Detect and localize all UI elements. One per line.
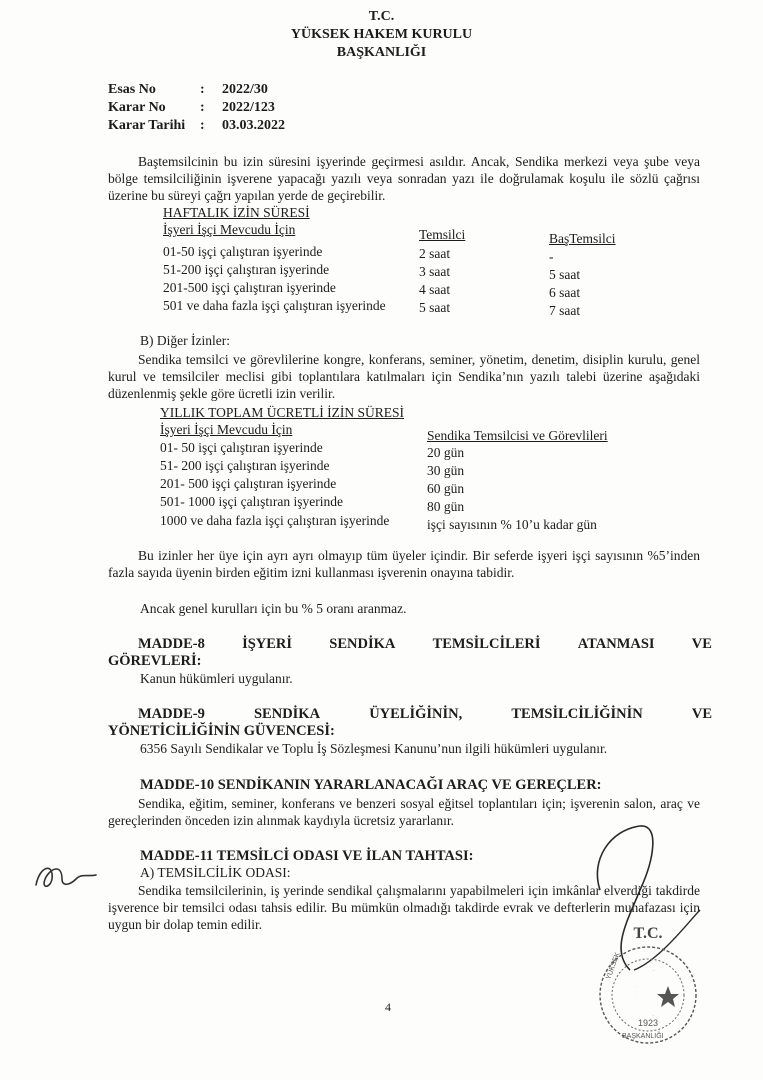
svg-text:T.C.: T.C.	[633, 925, 663, 942]
other-leave-heading: B) Diğer İzinler:	[140, 333, 230, 348]
colon: :	[200, 118, 205, 133]
weekly-title: HAFTALIK İZİN SÜRESİ	[163, 205, 310, 220]
madde8-word: MADDE-8	[138, 636, 205, 652]
madde8-word: ATANMASI	[577, 636, 655, 652]
yearly-row-5-value: işçi sayısının % 10’u kadar gün	[427, 517, 597, 532]
madde11-title: MADDE-11 TEMSİLCİ ODASI VE İLAN TAHTASI:	[140, 848, 474, 864]
madde10-title: MADDE-10 SENDİKANIN YARARLANACAĞI ARAÇ VE GEREÇLER:	[140, 777, 602, 793]
madde8-word: TEMSİLCİLERİ	[432, 636, 541, 652]
yearly-col-workplace: İşyeri İşçi Mevcudu İçin	[160, 422, 293, 437]
madde8-body: Kanun hükümleri uygulanır.	[140, 671, 293, 686]
yearly-row-2-value: 30 gün	[427, 463, 465, 478]
weekly-col-representative: Temsilci	[419, 227, 466, 242]
esas-row	[108, 82, 268, 98]
weekly-row-3-rep: 4 saat	[419, 282, 451, 297]
madde9-word: ÜYELİĞİNİN,	[369, 706, 463, 722]
karar-label: Karar No	[108, 100, 166, 115]
tarih-row	[108, 118, 285, 134]
madde11-body: Sendika temsilcilerinin, iş yerinde sendikal çalışmalarını yapabilmeleri için imkânlar elverdiği takdirde işverence bir temsilci odası tahsis edilir. Bu mümkün olmadığı takdirde evrak ve defterlerin muhafazası için uygun bir dolap temin edilir.	[108, 883, 700, 932]
madde9-word: MADDE-9	[138, 706, 205, 722]
yearly-row-5-label: 1000 ve daha fazla işçi çalıştıran işyerinde	[160, 513, 390, 528]
yearly-row-1-value: 20 gün	[427, 445, 465, 460]
tarih-value: 03.03.2022	[222, 118, 285, 133]
madde9-heading	[108, 706, 712, 740]
madde8-word: SENDİKA	[329, 636, 396, 652]
yearly-col-officials: Sendika Temsilcisi ve Görevlileri	[427, 428, 608, 443]
madde9-title-line1	[108, 706, 712, 723]
svg-text:1923: 1923	[637, 1018, 659, 1028]
weekly-row-4-rep: 5 saat	[419, 300, 451, 315]
weekly-row-3-chief: 6 saat	[549, 285, 581, 300]
weekly-row-4-label: 501 ve daha fazla işçi çalıştıran işyerinde	[163, 298, 386, 313]
official-seal-icon	[570, 820, 720, 1050]
madde11-subheading: A) TEMSİLCİLİK ODASI:	[140, 865, 291, 880]
madde10-body: Sendika, eğitim, seminer, konferans ve benzeri sosyal eğitsel toplantıları için; işverenin salon, araç ve gereçlerinden önceden izin alınmak kaydıyla ücretsiz yararlanır.	[108, 796, 700, 828]
svg-text:BAŞKANLIĞI: BAŞKANLIĞI	[622, 1033, 664, 1040]
esas-label: Esas No	[108, 82, 156, 97]
madde9-title-line2: YÖNETİCİLİĞİNİN GÜVENCESİ:	[108, 723, 335, 739]
yearly-row-3-value: 60 gün	[427, 481, 465, 496]
leave-note-1: Bu izinler her üye için ayrı ayrı olmayıp tüm üyeler içindir. Bir seferde işyeri işçi sayısının %5’inden fazla sayıda üyenin birden eğitim izni kullanması işverenin onayına tabidir.	[108, 548, 700, 580]
weekly-row-1-label: 01-50 işçi çalıştıran işyerinde	[163, 244, 323, 259]
weekly-row-1-rep: 2 saat	[419, 246, 451, 261]
karar-row	[108, 100, 275, 116]
yearly-row-2-label: 51- 200 işçi çalıştıran işyerinde	[160, 458, 330, 473]
esas-value: 2022/30	[222, 82, 268, 97]
weekly-row-2-chief: 5 saat	[549, 267, 581, 282]
karar-value: 2022/123	[222, 100, 275, 115]
weekly-row-4-chief: 7 saat	[549, 303, 581, 318]
madde8-title-line2: GÖREVLERİ:	[108, 653, 202, 669]
colon: :	[200, 100, 205, 115]
madde9-word: SENDİKA	[253, 706, 321, 722]
madde8-word: VE	[691, 636, 712, 652]
tarih-label: Karar Tarihi	[108, 118, 186, 133]
leave-note-2: Ancak genel kurulları için bu % 5 oranı aranmaz.	[140, 601, 407, 616]
yearly-row-4-label: 501- 1000 işçi çalıştıran işyerinde	[160, 494, 343, 509]
header-institution: YÜKSEK HAKEM KURULU	[290, 27, 473, 42]
weekly-col-workplace: İşyeri İşçi Mevcudu İçin	[163, 222, 296, 237]
header-presidency: BAŞKANLIĞI	[336, 45, 427, 60]
page-number: 4	[385, 1000, 391, 1014]
weekly-row-3-label: 201-500 işçi çalıştıran işyerinde	[163, 280, 336, 295]
yearly-title: YILLIK TOPLAM ÜCRETLİ İZİN SÜRESİ	[160, 405, 404, 420]
yearly-row-4-value: 80 gün	[427, 499, 465, 514]
header-tc: T.C.	[368, 9, 395, 24]
yearly-row-3-label: 201- 500 işçi çalıştıran işyerinde	[160, 476, 337, 491]
madde9-word: VE	[691, 706, 712, 722]
weekly-row-2-rep: 3 saat	[419, 264, 451, 279]
intro-paragraph: Baştemsilcinin bu izin süresini işyerinde geçirmesi asıldır. Ancak, Sendika merkezi veya şube veya bölge temsilciliğinin işverene yapacağı yazılı veya sonradan yazı ile doğrulamak koşulu ile sözlü çağrısı üzerine bu süreyi çağrı yapılan yerde de geçirebilir.	[108, 154, 700, 203]
other-leave-paragraph: Sendika temsilci ve görevlilerine kongre, konferans, seminer, yönetim, denetim, disiplin kurulu, genel kurul ve temsilciler meclisi gibi toplantılara katılmaları için Sendika’nın yazılı talebi üzerine aşağıdaki düzenlenmiş şekle göre ücretli izin verilir.	[108, 352, 700, 401]
madde9-word: TEMSİLCİLİĞİNİN	[511, 706, 643, 722]
madde8-word: İŞYERİ	[242, 636, 293, 652]
madde8-heading	[108, 636, 712, 670]
colon: :	[200, 82, 205, 97]
weekly-row-2-label: 51-200 işçi çalıştıran işyerinde	[163, 262, 330, 277]
madde9-body: 6356 Sayılı Sendikalar ve Toplu İş Sözleşmesi Kanunu’nun ilgili hükümleri uygulanır.	[140, 741, 608, 756]
svg-text:YÜKSEK: YÜKSEK	[605, 951, 622, 981]
weekly-col-chief: BaşTemsilci	[549, 231, 616, 246]
madde8-title-line1	[108, 636, 712, 653]
weekly-row-1-chief: -	[549, 249, 554, 264]
handwritten-initial-icon	[32, 855, 102, 895]
yearly-row-1-label: 01- 50 işçi çalıştıran işyerinde	[160, 440, 323, 455]
